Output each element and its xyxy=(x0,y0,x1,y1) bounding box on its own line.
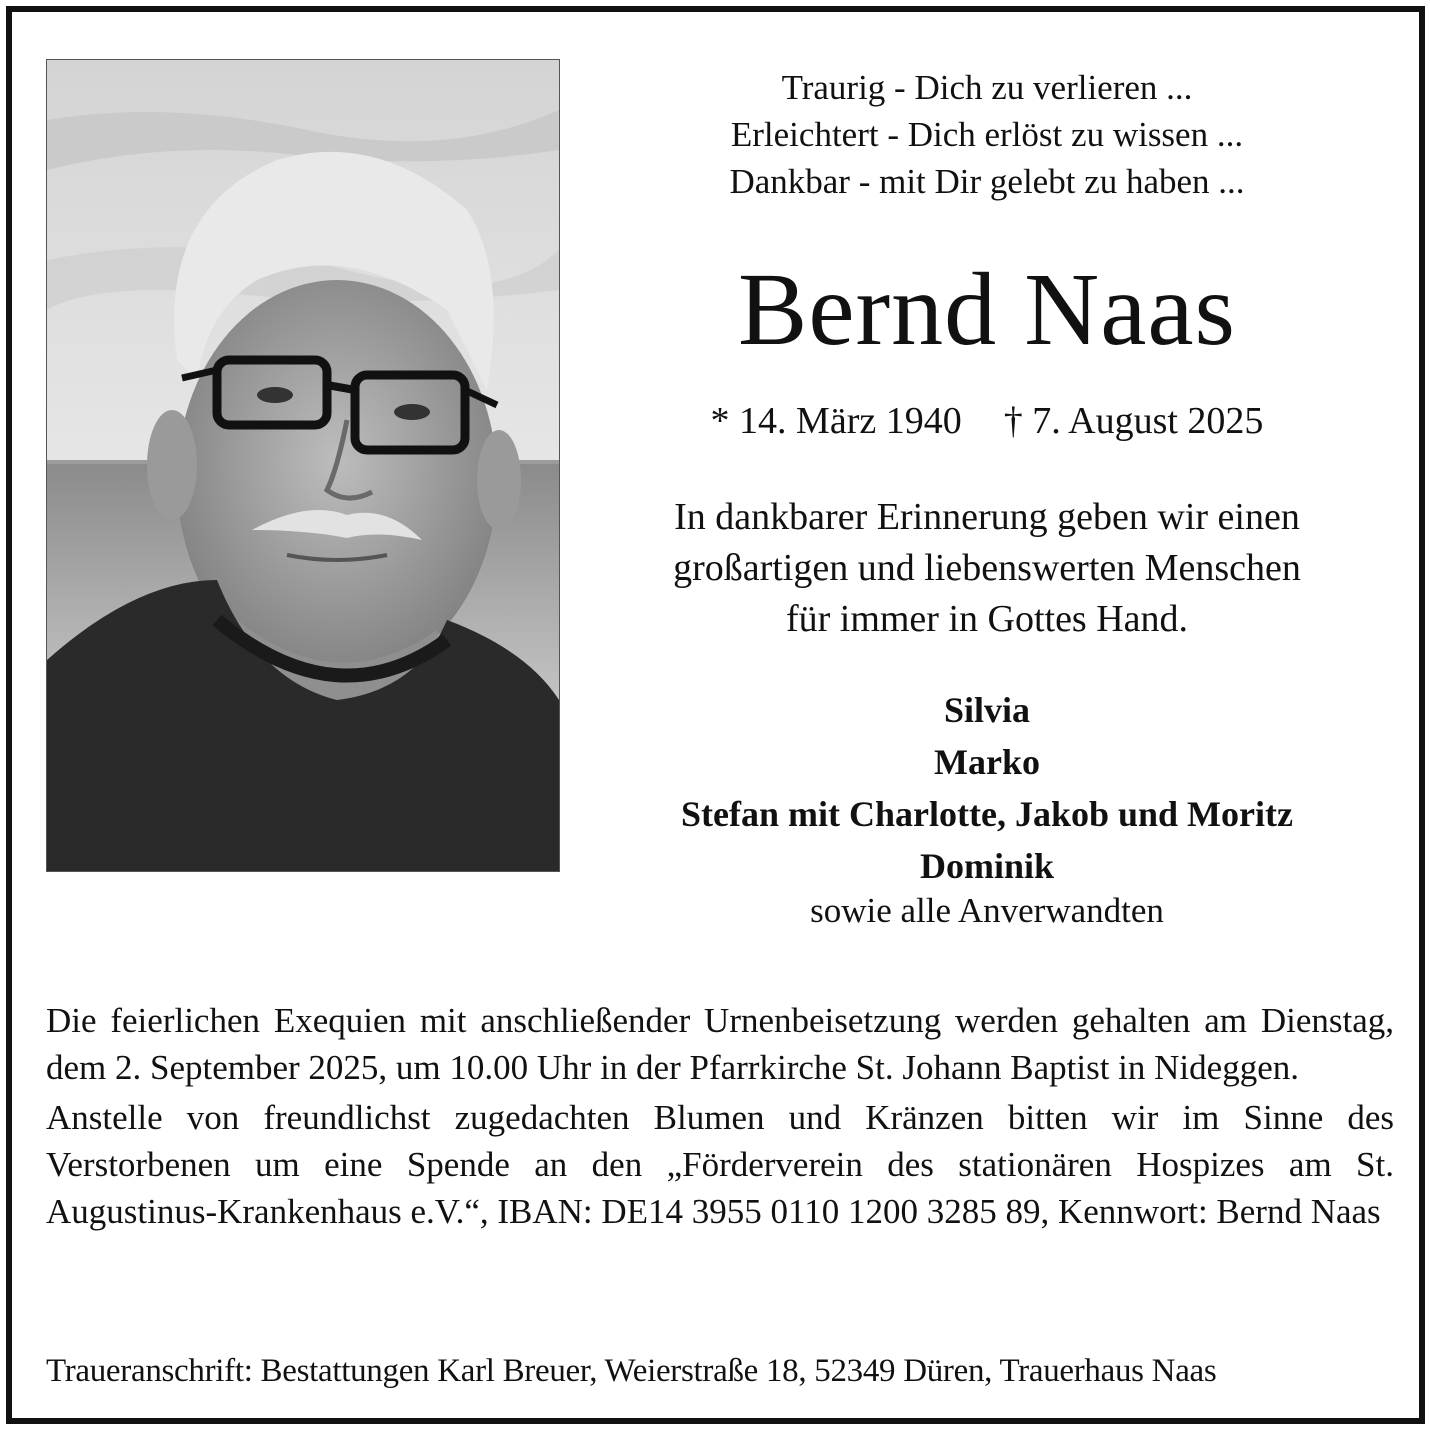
funeral-details xyxy=(46,997,1394,1238)
portrait-photo xyxy=(46,59,560,872)
obituary-frame xyxy=(6,6,1425,1424)
mourning-address: Traueranschrift: Bestattungen Karl Breuer, Weierstraße 18, 52349 Düren, Trauerhaus Naas xyxy=(46,1353,1217,1389)
family-member: Dominik xyxy=(919,846,1055,886)
family-list xyxy=(592,684,1382,892)
memory-text xyxy=(592,492,1382,645)
donation-paragraph: Anstelle von freundlichst zugedachten Blumen und Kränzen bitten wir im Sinne des Verstorbenen um eine Spende an den „Förderverein des stationären Hospizes am St. Augustinus-Krankenhaus e.V.“, IBAN: DE14 3955 0110 1200 3285 89, Kennwort: Bernd Naas xyxy=(46,1098,1394,1231)
verse-line: Erleichtert - Dich erlöst zu wissen ... xyxy=(730,115,1244,154)
family-member: Silvia xyxy=(943,690,1031,730)
relatives-line: sowie alle Anverwandten xyxy=(810,891,1164,930)
verse-line: Traurig - Dich zu verlieren ... xyxy=(781,68,1193,107)
service-paragraph: Die feierlichen Exequien mit anschließender Urnenbeisetzung werden gehalten am Dienstag, dem 2. September 2025, um 10.00 Uhr in der Pfarrkirche St. Johann Baptist in Nideggen. xyxy=(46,1001,1394,1087)
death-date: † 7. August 2025 xyxy=(1003,400,1264,442)
memory-line: In dankbarer Erinnerung geben wir einen xyxy=(674,496,1300,538)
life-dates xyxy=(592,398,1382,444)
memory-line: großartigen und liebenswerten Menschen xyxy=(673,547,1301,589)
family-member: Marko xyxy=(934,742,1040,782)
family-member: Stefan mit Charlotte, Jakob und Moritz xyxy=(681,794,1293,834)
verse-line: Dankbar - mit Dir gelebt zu haben ... xyxy=(729,162,1245,201)
deceased-name: Bernd Naas xyxy=(737,252,1237,367)
portrait-image xyxy=(47,60,559,871)
memory-line: für immer in Gottes Hand. xyxy=(785,598,1189,640)
birth-date: * 14. März 1940 xyxy=(710,400,962,442)
verse xyxy=(592,64,1382,205)
